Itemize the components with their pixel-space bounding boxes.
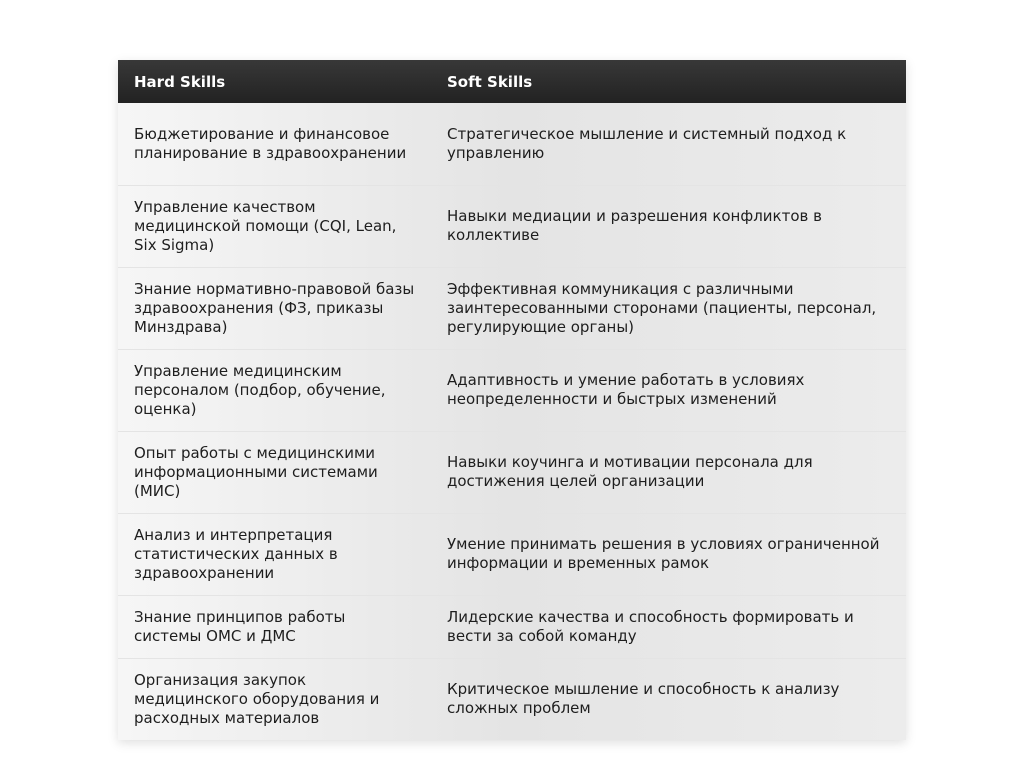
soft-skill-cell: Адаптивность и умение работать в условиях неопределенности и быстрых изменений	[447, 371, 805, 408]
soft-skill-cell: Лидерские качества и способность формировать и вести за собой команду	[447, 607, 854, 645]
table-row	[118, 103, 906, 185]
header-row	[118, 60, 906, 103]
header-hard-skills: Hard Skills	[134, 72, 226, 91]
soft-skill-cell: Навыки коучинга и мотивации персонала для достижения целей организации	[447, 453, 813, 490]
table-row	[118, 595, 906, 658]
hard-skill-cell: Бюджетирование и финансовое планирование в здравоохранении	[134, 124, 407, 162]
soft-skill-cell: Умение принимать решения в условиях ограниченной информации и временных рамок	[447, 535, 880, 572]
hard-skill-cell: Организация закупок медицинского оборудования и расходных материалов	[134, 670, 380, 727]
soft-skill-cell: Критическое мышление и способность к анализу сложных проблем	[447, 680, 840, 718]
table-row	[118, 513, 906, 595]
soft-skill-cell: Навыки медиации и разрешения конфликтов в коллективе	[447, 207, 822, 244]
skills-table	[118, 60, 906, 740]
table-header	[118, 60, 906, 103]
table-row	[118, 185, 906, 267]
header-soft-skills: Soft Skills	[447, 72, 533, 91]
hard-skill-cell: Опыт работы с медицинскими информационными системами (МИС)	[134, 443, 378, 500]
table-row	[118, 349, 906, 431]
hard-skill-cell: Знание нормативно-правовой базы здравоохранения (ФЗ, приказы Минздрава)	[134, 279, 415, 336]
hard-skill-cell: Управление медицинским персоналом (подбор, обучение, оценка)	[134, 361, 386, 418]
skills-table-container	[118, 60, 906, 740]
hard-skill-cell: Знание принципов работы системы ОМС и ДМС	[134, 607, 346, 645]
table-row	[118, 658, 906, 740]
hard-skill-cell: Управление качеством медицинской помощи (CQI, Lean, Six Sigma)	[134, 197, 397, 254]
table-row	[118, 267, 906, 349]
hard-skill-cell: Анализ и интерпретация статистических данных в здравоохранении	[134, 525, 338, 582]
soft-skill-cell: Стратегическое мышление и системный подход к управлению	[447, 124, 847, 162]
table-body	[118, 103, 906, 740]
table-row	[118, 431, 906, 513]
soft-skill-cell: Эффективная коммуникация с различными заинтересованными сторонами (пациенты, персонал, регулирующие органы)	[447, 279, 877, 336]
